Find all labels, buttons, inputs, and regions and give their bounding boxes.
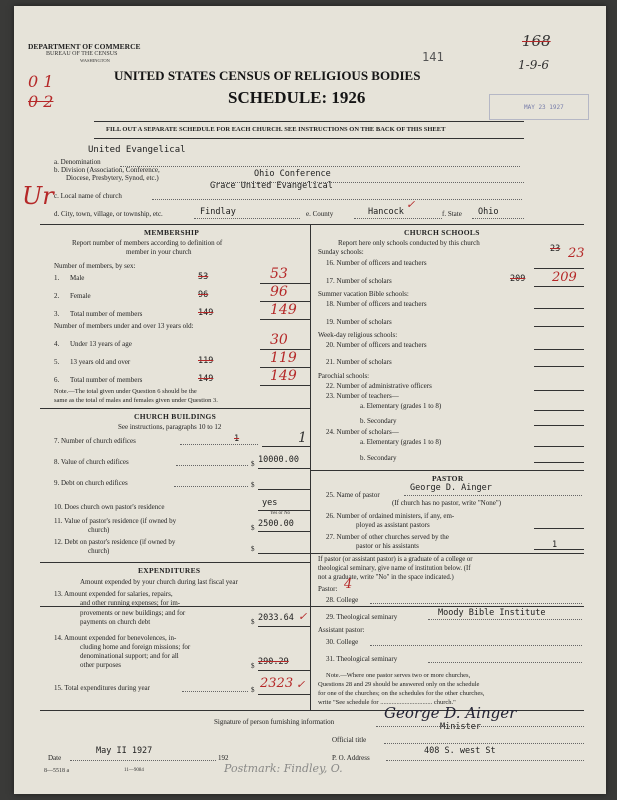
church-edifices-typed: 1 (234, 434, 240, 444)
pastor-red-mark: 4 (344, 577, 353, 592)
assistant-seminary-label: 31. Theological seminary (326, 655, 398, 663)
buildings-heading: CHURCH BUILDINGS (134, 412, 217, 421)
member-row-hand: 30 (270, 332, 288, 348)
city-label: d. City, town, village, or township, etc. (54, 210, 163, 218)
member-row-hand: 119 (270, 350, 297, 366)
membership-note: Note.—The total given under Question 6 should be the (54, 388, 197, 395)
sunday-teachers-hand: 23 (568, 246, 585, 261)
member-row-label: Male (70, 274, 85, 282)
pastor-note-4: write "See schedule for ................................ church." (318, 699, 456, 706)
official-title-label: Official title (332, 736, 367, 744)
expenses-label: 13. Amount expended for salaries, repairs, (54, 590, 173, 598)
edifices-value: 10000.00 (258, 455, 299, 465)
pastor-name-label: 25. Name of pastor (326, 491, 380, 499)
teachers-elementary-label: a. Elementary (grades 1 to 8) (360, 402, 442, 410)
parochial-officers-label: 22. Number of administrative officers (326, 382, 432, 390)
college-label: 28. College (326, 596, 359, 604)
other-churches-label: 27. Number of other churches served by the (326, 533, 449, 541)
side-red-mark: Ur (22, 182, 54, 210)
scholars-secondary-label: b. Secondary (360, 454, 397, 462)
graduate-instructions: If pastor (or assistant pastor) is a graduate of a college or (318, 556, 473, 563)
member-row-number: 4. (54, 340, 60, 348)
sunday-scholars-hand: 209 (552, 270, 577, 285)
bureau-name: BUREAU OF THE CENSUS (46, 51, 118, 57)
membership-note-2: same as the total of males and females given under Question 3. (54, 397, 218, 404)
owns-residence-value: yes (262, 498, 278, 508)
postmark-note: Postmark: Findley, O. (224, 762, 343, 775)
state-value: Ohio (478, 207, 499, 217)
instructions-line: FILL OUT A SEPARATE SCHEDULE FOR EACH CHURCH. SEE INSTRUCTIONS ON THE BACK OF THIS SHEET (106, 126, 446, 133)
census-schedule-sheet: DEPARTMENT OF COMMERCE BUREAU OF THE CENSUS WASHINGTON UNITED STATES CENSUS OF RELIGIOUS BODIES SCHEDULE: 1926 FILL OUT A SEPARATE SCHEDULE FOR EACH CHURCH. SEE INSTRUCTIONS ON THE BACK OF THIS SHEET 141 168 1-9-6 0 1 0 2 MAY 23 1927 a. Denomination United Evangelical b. Division (Association, Conference, Diocese, Presbytery, Synod, etc.) Ohio Conference c. Local name of church Grace United Evangelical Ur d. City, town, village, or township, etc. Findlay e. County Hancock ✓ f. State Ohio MEMBERSHIP Report number of members according to definition of member in your church Number of members, by sex: Number of members under and over 13 years old: Note.—The total given under Question 6 should be the same as the total of males and females given under Question 3. CHURCH BUILDINGS See instructions, paragraphs 10 to 12 7. Number of church edifices 1 1 8. Value of church edifices $ 10000.00 9. Debt on church edifices $ 10. Does church own pastor's residence yes Yes or No 11. Value of pastor's residence (if owned by church) $ 2500.00 12. Debt on pastor's residence (if owned by church) $ EXPENDITURES Amount expended by your church during last fiscal year 13. Amount expended for salaries, repairs, and other running expenses; for im- CHURCH SCHOOLS Report here only schools conducted by this church Sunday schools: 16. Number of officers and teachers 23 23 17. Number of scholars 209 209 Summer vacation Bible schools: 18. Number of officers and teachers 19. Number of scholars Week-day religious schools: 20. Number of officers and teachers 21. Number of scholars Parochial schools: 22. Number of administrative officers 23. Number of teachers— a. Elementary (grades 1 to 8) b. Secondary 24. Number of scholars— a. Elementary (grades 1 to 8) b. Secondary PASTOR 25. Name of pastor George D. Ainger (If church has no pastor, write "None") 26. Number of ordained ministers, if any, em- ployed as assistant pastors 27. Number of other churches served by the pastor or his assistants 1 If pastor (or assistant pastor) is a graduate of a college or theological seminary, give name of institution below. (If not a graduate, write "No" in the space indicated.) Pastor: 4 28. College 29. Theological seminary Moody Bible Institute Assistant pastor: 30. College 31. Theological seminary Note.—Where one pastor serves two or more churches, Questions 28 and 29 should be answered only on the schedule for one of the churches; on the schedules for the other churches, write "See schedule for ................................ church." provements or new buildings; and for payments on church debt $ 2033.64 ✓ 14. Amount expended for benevolences, in- cluding home and foreign missions; for denominational support; and for all other purposes $ 290.29 15. Total expenditures during year $ 2323 ✓ Signature of person furnishing information George D. Ainger Official title Minister Date May II 1927 192 P. O. Address 408 S. west St 8—5518 a 11—9084 Postmark: Findley, O. 1. Male 53 53 2. Female 96 96 3. Total number of members 149 149 4. Under 13 years of age 30 5. 13 years old and over 119 119 6. Total number of members 149 149 (14, 6, 606, 794)
total-expenditures-value: 2323 (260, 676, 294, 691)
member-row-typed: 53 (198, 272, 209, 282)
age-label: Number of members under and over 13 years old: (54, 322, 194, 330)
denomination-value: United Evangelical (88, 145, 186, 155)
weekday-teachers-label: 20. Number of officers and teachers (326, 341, 427, 349)
member-row-hand: 149 (270, 302, 297, 318)
summer-teachers-label: 18. Number of officers and teachers (326, 300, 427, 308)
residence-value-label-2: church) (88, 526, 110, 534)
graduate-instructions-2: theological seminary, give name of institution below. (If (318, 565, 471, 572)
schedule-title: SCHEDULE: 1926 (228, 88, 366, 107)
member-row-label: Total number of members (70, 376, 143, 384)
form-code: 8—5518 a (44, 768, 70, 774)
left-red-mark-1: 0 1 (28, 72, 54, 91)
member-row-number: 6. (54, 376, 60, 384)
edifices-debt-label: 9. Debt on church edifices (54, 479, 128, 487)
parochial-scholars-label: 24. Number of scholars— (326, 428, 399, 436)
yes-no-hint: Yes or No (270, 511, 291, 516)
schools-intro: Report here only schools conducted by this church (338, 239, 480, 247)
owns-residence-label: 10. Does church own pastor's residence (54, 503, 165, 511)
seminary-label: 29. Theological seminary (326, 613, 398, 621)
stamp-number: 141 (422, 50, 444, 64)
member-row-typed: 149 (198, 374, 214, 384)
benevolences-label-3: denominational support; and for all (80, 652, 179, 660)
schools-heading: CHURCH SCHOOLS (404, 228, 480, 237)
parochial-teachers-label: 23. Number of teachers— (326, 392, 399, 400)
benevolences-label: 14. Amount expended for benevolences, in- (54, 634, 177, 642)
sunday-label: Sunday schools: (318, 248, 364, 256)
department-name: DEPARTMENT OF COMMERCE (28, 42, 141, 51)
expenditures-sub: Amount expended by your church during last fiscal year (80, 578, 238, 586)
scholars-elementary-label: a. Elementary (grades 1 to 8) (360, 438, 442, 446)
denomination-label: a. Denomination (54, 158, 101, 166)
weekday-scholars-label: 21. Number of scholars (326, 358, 392, 366)
division-value: Ohio Conference (254, 169, 331, 179)
ordained-ministers-label: 26. Number of ordained ministers, if any, em- (326, 512, 455, 520)
member-row-label: Female (70, 292, 91, 300)
date-label: Date (48, 754, 62, 762)
member-row-number: 2. (54, 292, 60, 300)
other-churches-label-2: pastor or his assistants (356, 542, 419, 550)
division-label-2: Diocese, Presbytery, Synod, etc.) (66, 174, 159, 182)
buildings-sub: See instructions, paragraphs 10 to 12 (118, 423, 222, 431)
residence-value-label: 11. Value of pastor's residence (if owned by (54, 517, 177, 525)
date-value: May II 1927 (96, 746, 153, 756)
ordained-ministers-label-2: ployed as assistant pastors (356, 521, 430, 529)
corner-number: 168 (522, 32, 551, 50)
expenses-label-4: payments on church debt (80, 618, 151, 626)
corner-date: 1-9-6 (518, 58, 550, 72)
benevolences-value: 290.29 (258, 657, 289, 667)
seminary-value: Moody Bible Institute (438, 608, 546, 618)
member-row-label: Under 13 years of age (70, 340, 132, 348)
county-value: Hancock (368, 207, 404, 217)
pastor-none-hint: (If church has no pastor, write "None") (392, 499, 502, 507)
county-label: e. County (306, 210, 334, 218)
expenditures-heading: EXPENDITURES (138, 566, 201, 575)
benevolences-label-4: other purposes (80, 661, 122, 669)
signature: George D. Ainger (384, 704, 517, 722)
teachers-secondary-label: b. Secondary (360, 417, 397, 425)
left-red-mark-2: 0 2 (28, 92, 54, 111)
member-row-number: 3. (54, 310, 60, 318)
expenses-value: 2033.64 (258, 613, 294, 623)
assistant-college-label: 30. College (326, 638, 359, 646)
summer-label: Summer vacation Bible schools: (318, 290, 409, 298)
pastor-note: Note.—Where one pastor serves two or more churches, (326, 672, 471, 679)
membership-intro-2: member in your church (126, 248, 192, 256)
signature-label: Signature of person furnishing information (214, 718, 335, 726)
edifices-value-label: 8. Value of church edifices (54, 458, 129, 466)
total-expenditures-label: 15. Total expenditures during year (54, 684, 150, 692)
other-churches-value: 1 (552, 540, 558, 550)
local-name-label: c. Local name of church (54, 192, 122, 200)
official-title-value: Minister (440, 722, 481, 732)
member-row-label: Total number of members (70, 310, 143, 318)
graduate-instructions-3: not a graduate, write "No" in the space indicated.) (318, 574, 454, 581)
church-edifices-hand: 1 (298, 430, 307, 446)
local-name-value: Grace United Evangelical (210, 181, 333, 191)
parochial-label: Parochial schools: (318, 372, 370, 380)
member-row-typed: 119 (198, 356, 214, 366)
assistant-pastor-label: Assistant pastor: (318, 626, 365, 634)
state-label: f. State (442, 210, 462, 218)
form-title: UNITED STATES CENSUS OF RELIGIOUS BODIES (114, 68, 421, 83)
county-check: ✓ (406, 198, 416, 211)
address-label: P. O. Address (332, 754, 370, 762)
member-row-number: 5. (54, 358, 60, 366)
division-label: b. Division (Association, Conference, (54, 166, 160, 174)
church-edifices-label: 7. Number of church edifices (54, 437, 136, 445)
sunday-scholars-typed: 209 (510, 274, 526, 284)
residence-debt-label-2: church) (88, 547, 110, 555)
member-row-hand: 53 (270, 266, 288, 282)
member-row-hand: 96 (270, 284, 288, 300)
sunday-scholars-label: 17. Number of scholars (326, 277, 392, 285)
membership-heading: MEMBERSHIP (144, 228, 200, 237)
benevolences-label-2: cluding home and foreign missions; for (80, 643, 191, 651)
print-code: 11—9084 (124, 768, 144, 773)
by-sex-label: Number of members, by sex: (54, 262, 136, 270)
date-year-suffix: 192 (218, 754, 229, 762)
member-row-typed: 149 (198, 308, 214, 318)
address-value: 408 S. west St (424, 746, 496, 756)
residence-value: 2500.00 (258, 519, 294, 529)
member-row-label: 13 years old and over (70, 358, 131, 366)
member-row-hand: 149 (270, 368, 297, 384)
pastor-note-3: for one of the churches; on the schedules for the other churches, (318, 690, 485, 697)
pastor-name-value: George D. Ainger (410, 483, 492, 493)
sunday-teachers-label: 16. Number of officers and teachers (326, 259, 427, 267)
bureau-city: WASHINGTON (80, 58, 110, 63)
city-value: Findlay (200, 207, 236, 217)
expenses-label-3: provements or new buildings; and for (80, 609, 186, 617)
residence-debt-label: 12. Debt on pastor's residence (if owned by (54, 538, 176, 546)
summer-scholars-label: 19. Number of scholars (326, 318, 392, 326)
weekday-label: Week-day religious schools: (318, 331, 398, 339)
received-stamp: MAY 23 1927 (524, 104, 564, 111)
member-row-number: 1. (54, 274, 60, 282)
sunday-teachers-typed: 23 (550, 244, 561, 254)
member-row-typed: 96 (198, 290, 209, 300)
pastor-heading: PASTOR (432, 474, 464, 483)
pastor-note-2: Questions 28 and 29 should be answered only on the schedule (318, 681, 480, 688)
pastor-sub-label: Pastor: (318, 585, 338, 593)
expenses-label-2: and other running expenses; for im- (80, 599, 181, 607)
membership-intro: Report number of members according to definition of (72, 239, 223, 247)
